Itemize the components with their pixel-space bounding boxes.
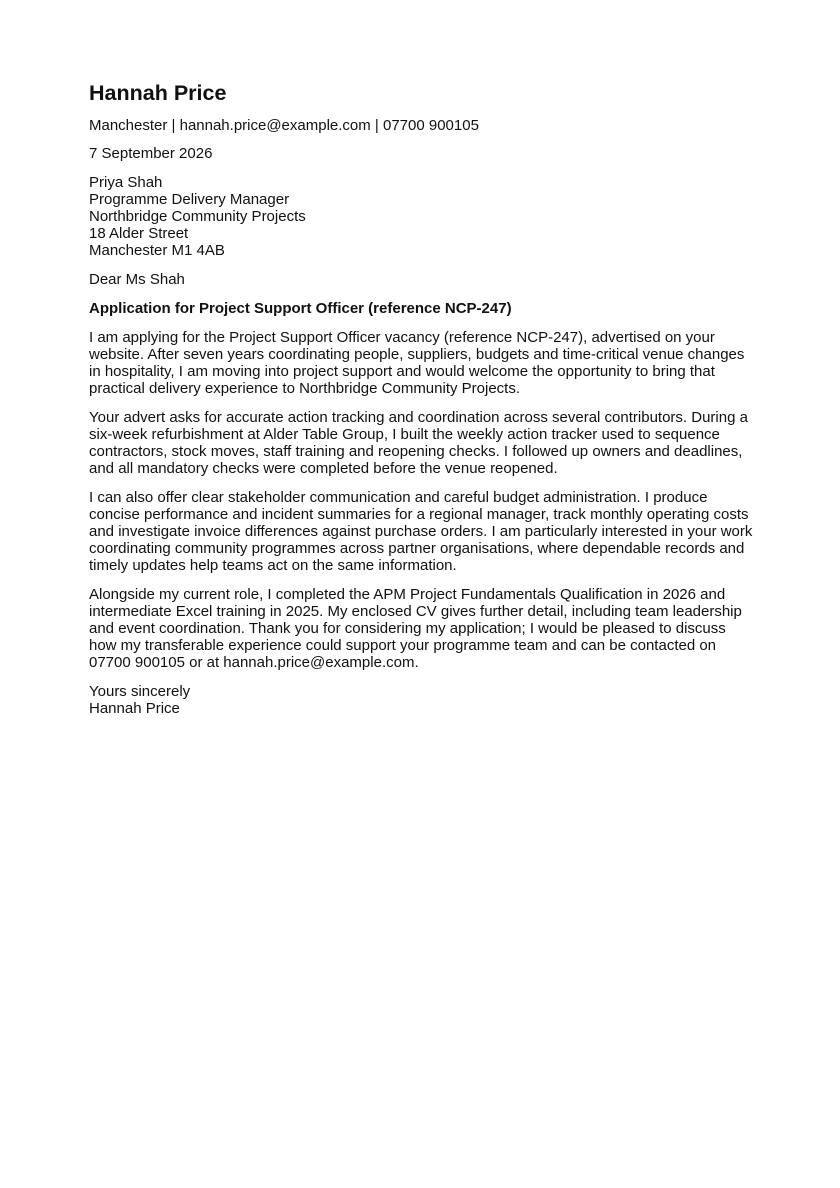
recipient-name: Priya Shah — [89, 174, 163, 191]
sender-name: Hannah Price — [89, 81, 227, 105]
subject-line: Application for Project Support Officer (reference NCP-247) — [89, 300, 512, 317]
contact-line: Manchester | hannah.price@example.com | 07700 900105 — [89, 117, 479, 134]
recipient-title: Programme Delivery Manager — [89, 191, 290, 208]
recipient-address — [89, 174, 757, 259]
recipient-organisation: Northbridge Community Projects — [89, 208, 306, 225]
salutation: Dear Ms Shah — [89, 271, 185, 288]
body-paragraph: I can also offer clear stakeholder communication and careful budget administration. I produce concise performance and incident summaries for a regional manager, track monthly operating costs and investigate invoice differences against purchase orders. I am particularly interested in your work coordinating community programmes across partner organisations, where dependable records and timely updates help teams act on the same information. — [89, 489, 753, 574]
sign-off — [89, 683, 757, 717]
cover-letter — [89, 80, 757, 717]
closing: Yours sincerely — [89, 683, 191, 700]
body-paragraph: Alongside my current role, I completed the APM Project Fundamentals Qualification in 2026 and intermediate Excel training in 2025. My enclosed CV gives further detail, including team leadership and event coordination. Thank you for considering my application; I would be pleased to discuss how my transferable experience could support your programme team and can be contacted on 07700 900105 or at hannah.price@example.com. — [89, 586, 742, 671]
body-paragraph: Your advert asks for accurate action tracking and coordination across several contributors. During a six-week refurbishment at Alder Table Group, I built the weekly action tracker used to sequence contractors, stock moves, staff training and reopening checks. I followed up owners and deadlines, and all mandatory checks were completed before the venue reopened. — [89, 409, 748, 477]
letter-date: 7 September 2026 — [89, 145, 213, 162]
signature-name: Hannah Price — [89, 700, 180, 717]
body-paragraph: I am applying for the Project Support Officer vacancy (reference NCP-247), advertised on your website. After seven years coordinating people, suppliers, budgets and time-critical venue changes in hospitality, I am moving into project support and would welcome the opportunity to bring that practical delivery experience to Northbridge Community Projects. — [89, 329, 745, 397]
recipient-city-postcode: Manchester M1 4AB — [89, 242, 225, 259]
recipient-street: 18 Alder Street — [89, 225, 189, 242]
